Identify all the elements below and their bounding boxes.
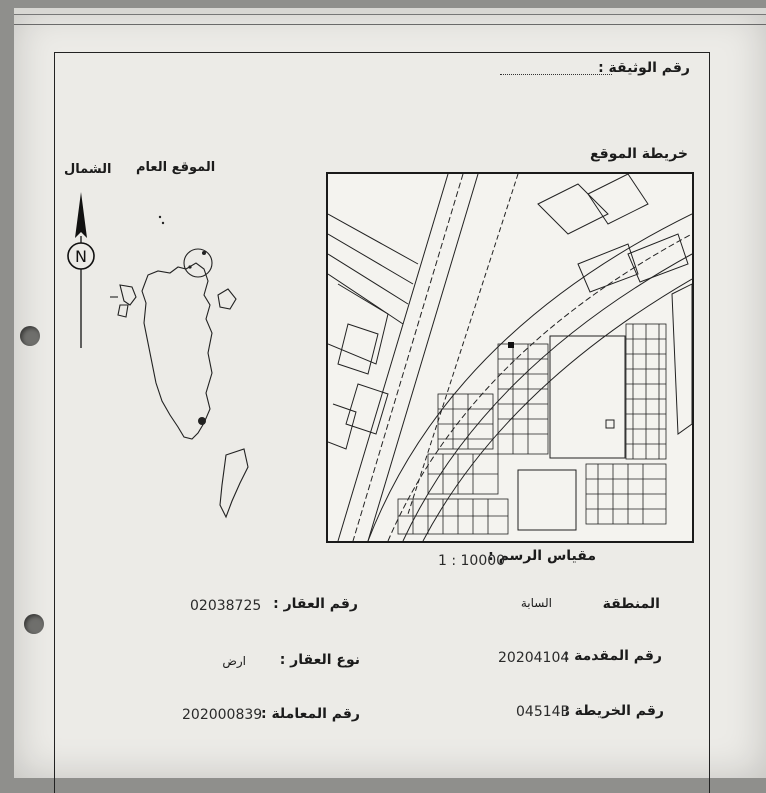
- top-divider: [14, 24, 766, 25]
- transaction-number-label: رقم المعاملة :: [260, 706, 360, 722]
- north-symbol: N: [75, 247, 87, 266]
- punch-hole-bottom: [24, 614, 44, 634]
- property-type-value: ارض: [222, 654, 246, 668]
- property-type-label: نوع العقار :: [279, 652, 360, 668]
- transaction-number-value: 202000839: [182, 707, 263, 723]
- doc-number-dots: [500, 74, 612, 75]
- north-arrow-icon: [58, 190, 104, 350]
- site-map-drawing: [328, 174, 692, 541]
- site-map: [326, 172, 694, 543]
- intro-number-label: رقم المقدمة :: [563, 648, 662, 664]
- doc-number-label: رقم الوثيقة :: [598, 60, 690, 76]
- scale-label: مقياس الرسم :: [488, 548, 596, 564]
- map-number-value: 04514B: [516, 704, 571, 720]
- intro-number-value: 20204104: [498, 650, 570, 666]
- punch-hole-top: [20, 326, 40, 346]
- area-value: السابة: [520, 596, 552, 610]
- previous-page-edge: [14, 8, 766, 15]
- property-number-value: 02038725: [190, 598, 262, 614]
- map-number-label: رقم الخريطة :: [564, 703, 664, 719]
- area-label: المنطقة: [602, 596, 660, 612]
- scale-value: 1 : 10000: [438, 553, 506, 569]
- property-number-label: رقم العقار :: [273, 596, 358, 612]
- site-map-title: خريطة الموقع: [589, 146, 688, 162]
- general-location-label: الموقع العام: [136, 160, 216, 175]
- general-location-map: [100, 205, 250, 525]
- north-label: الشمال: [64, 162, 112, 177]
